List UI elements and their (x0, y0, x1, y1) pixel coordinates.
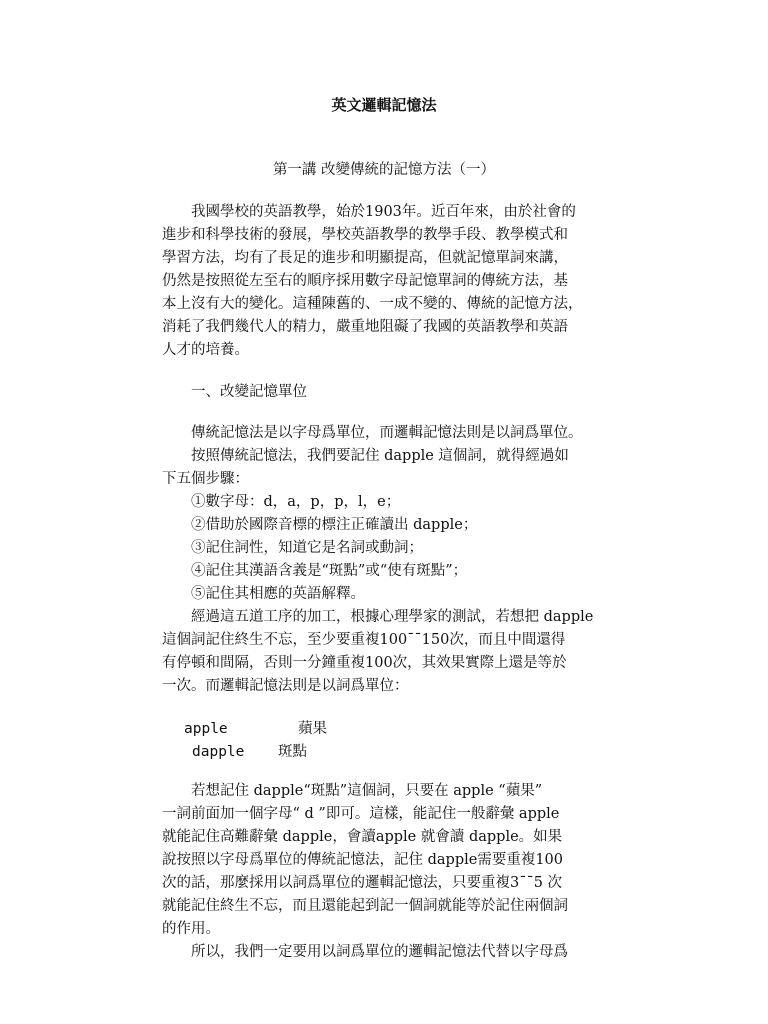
paragraph-line: 我國學校的英語教學，始於1903年。近百年來，由於社會的 (162, 204, 576, 220)
paragraph-line: 消耗了我們幾代人的精力，嚴重地阻礙了我國的英語教學和英語 (162, 319, 568, 335)
paragraph-line: 進步和科學技術的發展，學校英語教學的教學手段、教學模式和 (162, 227, 568, 243)
paragraph-line: 學習方法，均有了長足的進步和明顯提高，但就記憶單詞來講， (162, 250, 568, 266)
document-title: 英文邏輯記憶法 (331, 96, 437, 114)
word-en: apple (184, 721, 228, 737)
paragraph-line: 經過這五道工序的加工，根據心理學家的測試，若想把 dapple (162, 609, 594, 625)
paragraph-line: 一次。而邏輯記憶法則是以詞爲單位： (162, 678, 409, 694)
paragraph-line: 說按照以字母爲單位的傳統記憶法，記住 dapple需要重複100 (162, 852, 563, 868)
paragraph-line: 所以，我們一定要用以詞爲單位的邏輯記憶法代替以字母爲 (162, 944, 568, 960)
paragraph-line: 若想記住 dapple“斑點”這個詞，只要在 apple “蘋果” (162, 783, 543, 799)
paragraph-line: 就能記住終生不忘，而且還能起到記一個詞就能等於記住兩個詞 (162, 898, 568, 914)
step-item: ③記住詞性，知道它是名詞或動詞； (162, 540, 423, 556)
paragraph-line: 下五個步驟： (162, 471, 249, 487)
step-item: ⑤記住其相應的英語解釋。 (162, 586, 365, 602)
lecture-subtitle: 第一講 改變傳統的記憶方法（一） (272, 162, 496, 178)
paragraph-line: 就能記住高難辭彙 dapple，會讀apple 就會讀 dapple。如果 (162, 829, 563, 845)
paragraph-line: 仍然是按照從左至右的順序採用數字母記憶單詞的傳統方法，基 (162, 273, 568, 289)
paragraph-line: 本上沒有大的變化。這種陳舊的、一成不變的、傳統的記憶方法， (162, 296, 583, 312)
step-item: ②借助於國際音標的標注正確讀出 dapple； (162, 517, 478, 533)
paragraph-line: 的作用。 (162, 921, 220, 937)
paragraph-line: 一詞前面加一個字母“ d ”即可。這樣，能記住一般辭彙 apple (162, 806, 560, 822)
word-zh: 蘋果 (298, 721, 327, 737)
step-item: ①數字母：d，a，p，p，l，e； (162, 494, 401, 510)
word-en: dapple (192, 744, 245, 760)
paragraph-line: 次的話，那麼採用以詞爲單位的邏輯記憶法，只要重複3¯¯5 次 (162, 875, 563, 891)
word-zh: 斑點 (278, 744, 307, 760)
paragraph-line: 人才的培養。 (162, 342, 249, 358)
paragraph-line: 按照傳統記憶法，我們要記住 dapple 這個詞，就得經過如 (162, 448, 569, 464)
paragraph-line: 有停頓和間隔，否則一分鐘重複100次，其效果實際上還是等於 (162, 655, 567, 671)
section-heading: 一、改變記憶單位 (162, 384, 307, 400)
paragraph-line: 這個詞記住終生不忘，至少要重複100¯¯150次，而且中間還得 (162, 632, 566, 648)
paragraph-line: 傳統記憶法是以字母爲單位，而邏輯記憶法則是以詞爲單位。 (162, 425, 583, 441)
step-item: ④記住其漢語含義是“斑點”或“使有斑點”； (162, 563, 468, 579)
